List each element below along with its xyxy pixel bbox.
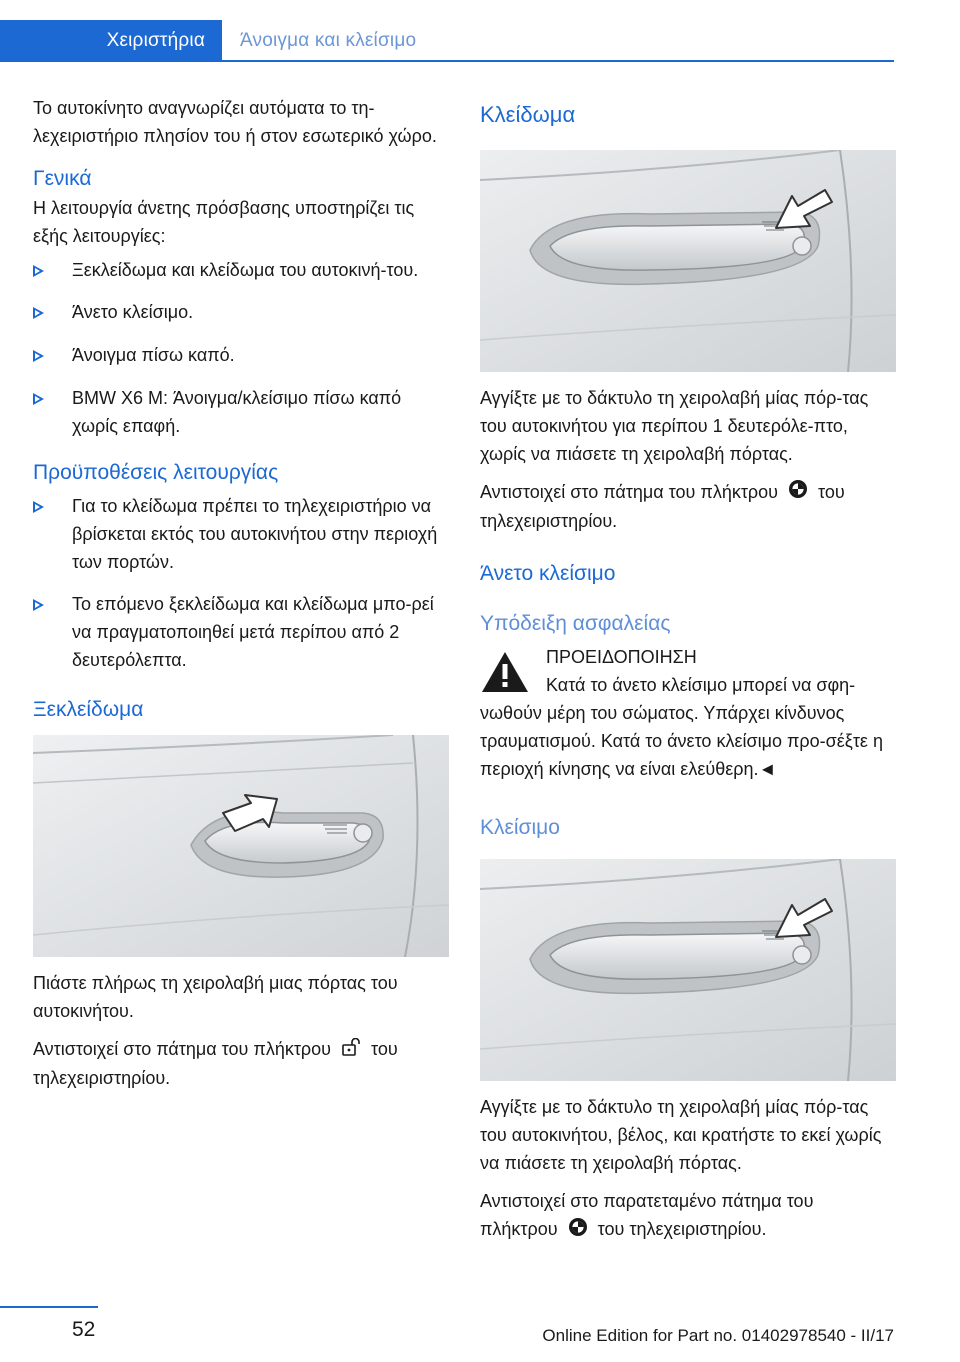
comfort-closing-heading: Άνετο κλείσιμο [480,562,616,586]
bmw-logo-key-icon [568,1217,588,1245]
triangle-bullet-icon [33,350,44,362]
warning-triangle-icon [480,650,530,699]
tab-controls[interactable] [0,20,222,62]
unlock-key-text: Αντιστοιχεί στο πάτημα του πλήκτρου του τηλεχειριστηρίου. [33,1035,449,1092]
warning-text: νωθούν μέρη του σώματος. Υπάρχει κίνδυνος τραυματισμού. Κατά το άνετο κλείσιμο προ-σέξτε η περιοχή κίνησης να είναι ελεύθερη.◄ [480,703,883,780]
triangle-bullet-icon [33,307,44,319]
intro-paragraph: Το αυτοκίνητο αναγνωρίζει αυτόματα το τη-λεχειριστήριο πλησίον του ή στον εσωτερικό χώρο. [33,98,437,146]
list-item: Άνετο κλείσιμο. [33,298,449,326]
right-column [480,94,896,1255]
tab-controls-label: Χειριστήρια [106,30,205,51]
left-column [33,94,449,1102]
list-item: Ξεκλείδωμα και κλείδωμα του αυτοκινή-του. [33,256,449,284]
footer-edition: Online Edition for Part no. 01402978540 - II/17 [542,1326,894,1345]
closing-text: Αγγίξτε με το δάκτυλο τη χειρολαβή μίας πόρ-τας του αυτοκινήτου, βέλος, και κρατήστε το εκεί χωρίς να πιάσετε τη χειρολαβή πόρτας. [480,1097,882,1174]
closing-key-text: Αντιστοιχεί στο παρατεταμένο πάτημα του πλήκτρου του τηλεχειριστηρίου. [480,1187,896,1244]
door-handle-lock-illustration [480,150,896,372]
bmw-logo-key-icon [788,479,808,507]
unlock-text: Πιάστε πλήρως τη χειρολαβή μιας πόρτας του αυτοκινήτου. [33,973,398,1021]
header-rule [222,60,894,62]
unlock-heading: Ξεκλείδωμα [33,698,144,721]
general-bullet-list [33,256,449,440]
footer-rule [0,1306,98,1308]
conditions-heading: Προϋποθέσεις λειτουργίας [33,461,279,484]
conditions-bullet-list [33,492,449,674]
header-tabs [0,20,894,62]
tab-opening-closing-label: Άνοιγμα και κλείσιμο [240,30,417,51]
tab-opening-closing[interactable] [222,20,416,62]
list-item: Το επόμενο ξεκλείδωμα και κλείδωμα μπο-ρεί να πραγματοποιηθεί μετά περίπου από 2 δευτερόλεπτα. [33,590,449,674]
triangle-bullet-icon [33,599,44,611]
triangle-bullet-icon [33,501,44,513]
general-text: Η λειτουργία άνετης πρόσβασης υποστηρίζει τις εξής λειτουργίες: [33,198,415,246]
triangle-bullet-icon [33,265,44,277]
general-heading: Γενικά [33,167,92,190]
page-number: 52 [72,1318,96,1341]
unlock-key-icon [341,1036,361,1064]
warning-first-line: Κατά το άνετο κλείσιμο μπορεί να σφη- [546,675,856,696]
door-handle-closing-illustration [480,859,896,1081]
triangle-bullet-icon [33,393,44,405]
door-handle-unlock-illustration [33,735,449,957]
safety-note-heading: Υπόδειξη ασφαλείας [480,612,671,636]
list-item: BMW X6 M: Άνοιγμα/κλείσιμο πίσω καπό χωρίς επαφή. [33,384,449,440]
lock-text: Αγγίξτε με το δάκτυλο τη χειρολαβή μίας πόρ-τας του αυτοκινήτου για περίπου 1 δευτερόλε-πτο, χωρίς να πιάσετε τη χειρολαβή πόρτας. [480,388,869,464]
lock-key-text: Αντιστοιχεί στο πάτημα του πλήκτρου του τηλεχειριστηρίου. [480,478,896,535]
warning-block [480,643,896,699]
closing-heading: Κλείσιμο [480,816,560,840]
list-item: Για το κλείδωμα πρέπει το τηλεχειριστήριο να βρίσκεται εκτός του αυτοκινήτου στην περιοχή των πορτών. [33,492,449,576]
warning-title: ΠΡΟΕΙΔΟΠΟΙΗΣΗ [546,647,697,668]
list-item: Άνοιγμα πίσω καπό. [33,341,449,369]
lock-heading: Κλείδωμα [480,102,576,127]
